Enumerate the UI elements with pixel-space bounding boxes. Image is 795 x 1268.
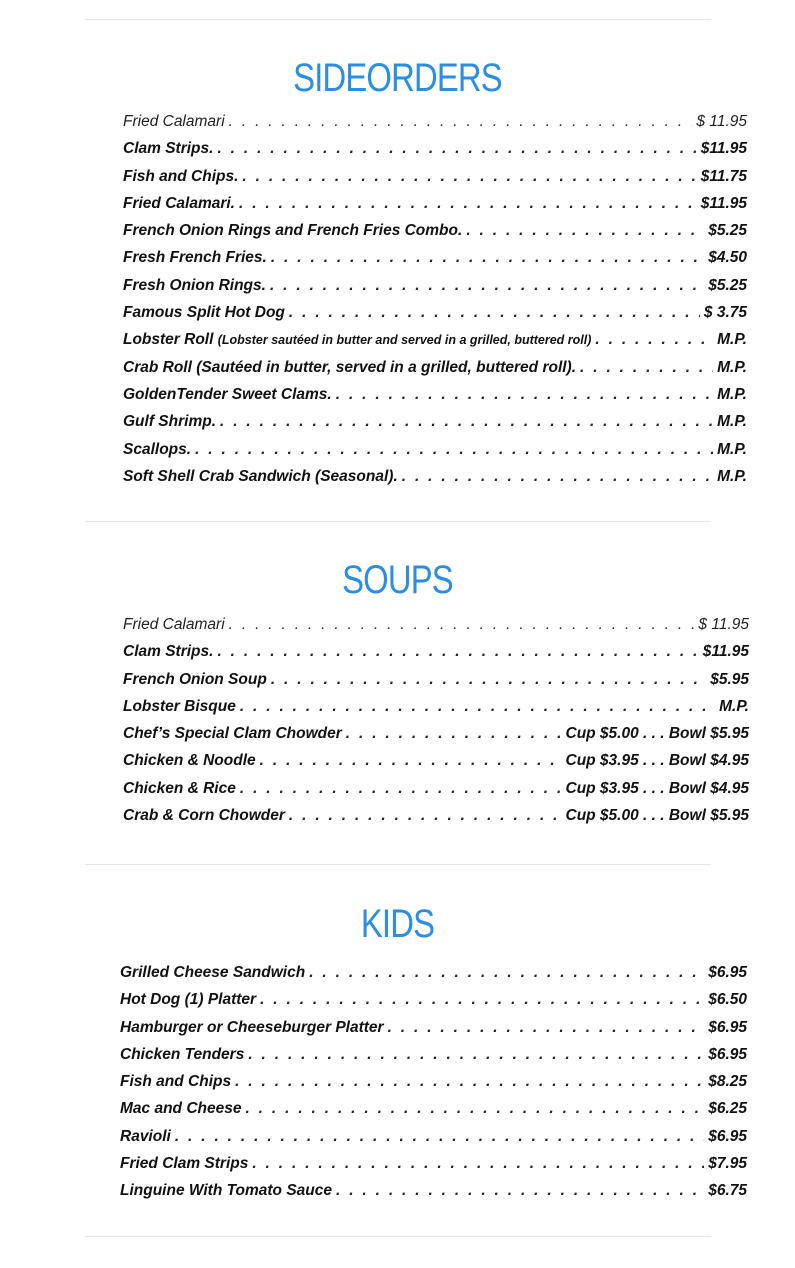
- list-item: [123, 725, 749, 752]
- leader-dots: [580, 359, 713, 377]
- list-item: [123, 643, 749, 670]
- leader-dots: [260, 991, 704, 1009]
- item-price: $6.95: [708, 1127, 747, 1145]
- list-item: [120, 1128, 747, 1155]
- list-item: [123, 249, 747, 276]
- leader-dots: [252, 1155, 704, 1173]
- item-name: Fried Calamari.: [123, 194, 235, 212]
- soups-heading: SOUPS: [342, 558, 453, 602]
- leader-dots: [245, 1100, 704, 1118]
- leader-dots: [240, 780, 562, 798]
- item-name: Fried Calamari: [123, 616, 225, 633]
- item-name: Chicken Tenders: [120, 1045, 245, 1063]
- list-item: [123, 807, 749, 834]
- list-item: [120, 1100, 747, 1127]
- leader-dots: [229, 616, 695, 634]
- item-price: $7.95: [708, 1155, 747, 1173]
- item-price: $11.95: [702, 643, 749, 661]
- item-name: Ravioli: [120, 1127, 171, 1145]
- list-item: [123, 140, 747, 167]
- item-name: GoldenTender Sweet Clams.: [123, 385, 332, 403]
- item-price: $11.95: [700, 194, 747, 212]
- item-price: Cup $5.00 . . . Bowl $5.95: [565, 725, 749, 743]
- item-price: $8.25: [708, 1073, 747, 1091]
- item-price: $ 3.75: [703, 304, 747, 322]
- leader-dots: [346, 725, 562, 743]
- list-item: [123, 304, 747, 331]
- list-item: [120, 991, 747, 1018]
- soups-list: [123, 616, 749, 834]
- leader-dots: [309, 964, 704, 982]
- item-price: Cup $3.95 . . . Bowl $4.95: [565, 779, 749, 797]
- list-item: [123, 698, 749, 725]
- leader-dots: [235, 1073, 704, 1091]
- item-price: $11.75: [700, 167, 747, 185]
- item-name: Hamburger or Cheeseburger Platter: [120, 1018, 384, 1036]
- item-name: Famous Split Hot Dog: [123, 304, 285, 322]
- divider-top: [85, 19, 711, 20]
- item-name: Crab Roll (Sautéed in butter, served in a grilled, buttered roll).: [123, 358, 577, 376]
- sideorders-list: [123, 113, 747, 495]
- leader-dots: [217, 643, 698, 661]
- item-name: French Onion Soup: [123, 670, 267, 688]
- item-name-text: Lobster Roll: [123, 331, 214, 349]
- list-item: [123, 441, 747, 468]
- item-price: $5.25: [708, 276, 747, 294]
- leader-dots: [229, 113, 693, 131]
- item-price: $5.95: [710, 670, 749, 688]
- item-name: Clam Strips.: [123, 140, 214, 158]
- list-item: [123, 752, 749, 779]
- list-item: [123, 616, 749, 643]
- sideorders-heading: SIDEORDERS: [293, 56, 502, 100]
- item-name: Fresh Onion Rings.: [123, 276, 266, 294]
- kids-heading: KIDS: [360, 902, 435, 946]
- item-name: Lobster Bisque: [123, 697, 236, 715]
- item-name: Clam Strips.: [123, 643, 214, 661]
- leader-dots: [175, 1128, 704, 1146]
- item-price: $6.25: [708, 1100, 747, 1118]
- item-price: $ 11.95: [698, 616, 749, 633]
- item-name: Soft Shell Crab Sandwich (Seasonal).: [123, 467, 398, 485]
- item-name: French Onion Rings and French Fries Combo.: [123, 222, 463, 240]
- kids-list: [120, 964, 747, 1210]
- leader-dots: [242, 168, 696, 186]
- item-price: M.P.: [717, 440, 747, 458]
- leader-dots: [217, 140, 696, 158]
- item-price: M.P.: [719, 697, 749, 715]
- item-price: $6.75: [708, 1182, 747, 1200]
- item-name: Fried Calamari: [123, 113, 225, 130]
- item-name: Fried Clam Strips: [120, 1155, 249, 1173]
- item-name: Chef’s Special Clam Chowder: [123, 725, 342, 743]
- item-price: $11.95: [700, 140, 747, 158]
- item-price: $6.95: [708, 964, 747, 981]
- list-item: [120, 964, 747, 991]
- list-item: [123, 277, 747, 304]
- item-name: Grilled Cheese Sandwich: [120, 964, 306, 981]
- list-item: [123, 195, 747, 222]
- item-name: Chicken & Rice: [123, 779, 236, 797]
- leader-dots: [271, 249, 704, 267]
- list-item: [123, 468, 747, 495]
- divider-bottom: [85, 1236, 711, 1237]
- item-name: Fish and Chips: [120, 1073, 232, 1091]
- item-name: Hot Dog (1) Platter: [120, 991, 257, 1009]
- list-item: [120, 1019, 747, 1046]
- list-item: [123, 113, 747, 140]
- item-price: M.P.: [717, 413, 747, 431]
- item-price: $ 11.95: [696, 113, 747, 130]
- leader-dots: [260, 752, 562, 770]
- leader-dots: [336, 1182, 704, 1200]
- item-price: $6.95: [708, 1018, 747, 1036]
- list-item: [123, 386, 747, 413]
- leader-dots: [466, 222, 704, 240]
- leader-dots: [595, 331, 713, 349]
- list-item: [123, 222, 747, 249]
- item-price: $4.50: [708, 249, 747, 267]
- list-item: [120, 1155, 747, 1182]
- leader-dots: [240, 698, 715, 716]
- leader-dots: [270, 277, 704, 295]
- list-item: [123, 671, 749, 698]
- divider: [85, 521, 711, 522]
- item-price: $6.95: [708, 1045, 747, 1063]
- list-item: [120, 1046, 747, 1073]
- item-price: M.P.: [717, 358, 747, 376]
- item-name: Scallops.: [123, 440, 192, 458]
- item-price: $5.25: [708, 222, 747, 240]
- item-name: Gulf Shrimp.: [123, 413, 216, 431]
- leader-dots: [271, 671, 706, 689]
- item-price: M.P.: [717, 331, 747, 349]
- list-item: [120, 1073, 747, 1100]
- leader-dots: [195, 441, 713, 459]
- leader-dots: [220, 413, 713, 431]
- leader-dots: [336, 386, 713, 404]
- item-name: Fresh French Fries.: [123, 249, 267, 267]
- item-price: $6.50: [708, 991, 747, 1009]
- item-price: M.P.: [717, 467, 747, 485]
- list-item: [120, 1182, 747, 1209]
- leader-dots: [248, 1046, 704, 1064]
- item-price: M.P.: [717, 385, 747, 403]
- item-name: Fish and Chips.: [123, 167, 239, 185]
- leader-dots: [289, 304, 700, 322]
- list-item: [123, 413, 747, 440]
- leader-dots: [388, 1019, 705, 1037]
- item-name: Mac and Cheese: [120, 1100, 242, 1118]
- item-name: Chicken & Noodle: [123, 752, 256, 770]
- leader-dots: [239, 195, 697, 213]
- list-item: [123, 331, 747, 358]
- leader-dots: [289, 807, 562, 825]
- item-name: Crab & Corn Chowder: [123, 807, 285, 825]
- leader-dots: [402, 468, 713, 486]
- divider: [85, 864, 711, 865]
- list-item: [123, 780, 749, 807]
- item-name: Linguine With Tomato Sauce: [120, 1182, 332, 1200]
- item-price: Cup $5.00 . . . Bowl $5.95: [565, 807, 749, 825]
- item-note: (Lobster sautéed in butter and served in a grilled, buttered roll): [217, 333, 592, 348]
- item-price: Cup $3.95 . . . Bowl $4.95: [565, 752, 749, 770]
- item-name: [123, 331, 591, 349]
- list-item: [123, 168, 747, 195]
- list-item: [123, 359, 747, 386]
